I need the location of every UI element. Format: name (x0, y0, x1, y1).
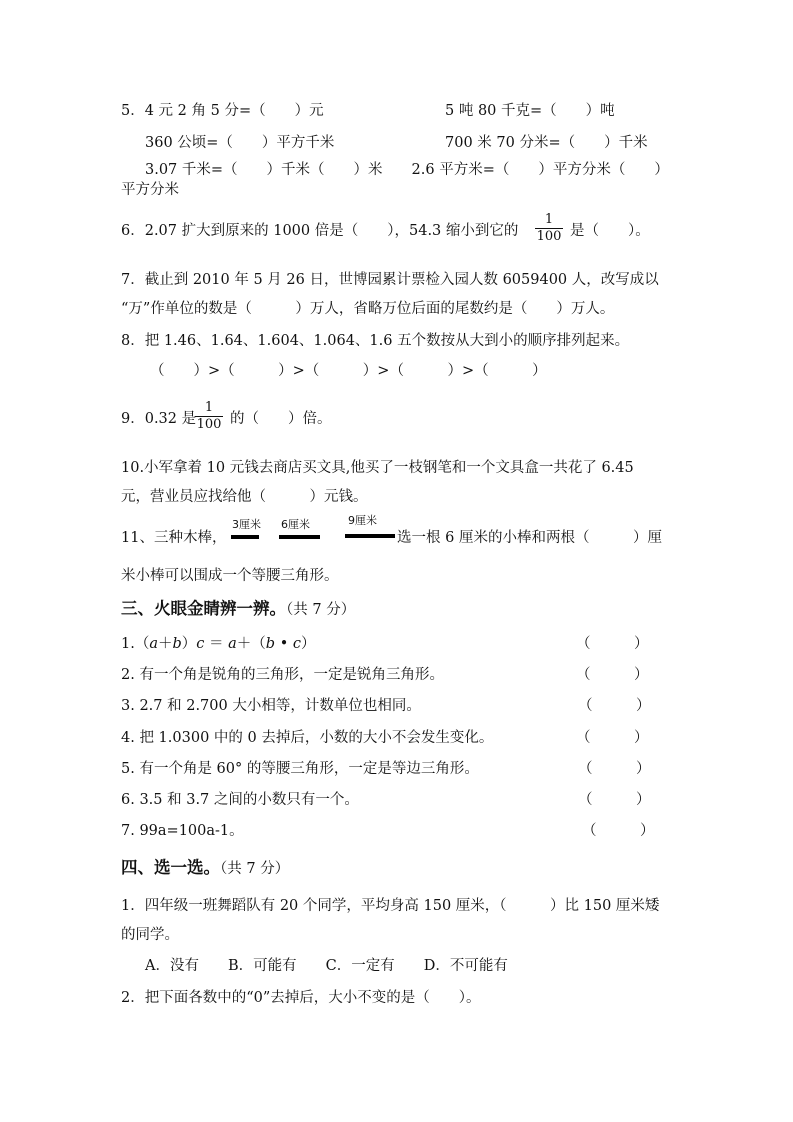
section-4-heading (121, 857, 289, 880)
q9-fraction-denominator: 100 (196, 417, 222, 432)
judge-item-5-answer: （ ） (578, 761, 651, 777)
q5-line-a: 5．4 元 2 角 5 分=（ ）元 (121, 103, 324, 119)
judge-item-6-answer: （ ） (578, 792, 651, 808)
judge-item-1-answer: （ ） (576, 636, 649, 652)
judge-item-1-text: 1.（a＋b）c ＝ a＋（b • c） (121, 636, 316, 652)
choice-q1-options: A．没有 B．可能有 C．一定有 D．不可能有 (145, 958, 508, 974)
q7-line-2: “万”作单位的数是（ ）万人，省略万位后面的尾数约是（ ）万人。 (121, 301, 615, 317)
choice-q2-line-1: 2．把下面各数中的“0”去掉后，大小不变的是（ ）。 (121, 990, 481, 1006)
q8-line-1: 8．把 1.46、1.64、1.604、1.064、1.6 五个数按从大到小的顺序排列起来。 (121, 333, 630, 349)
q9-fraction-numerator: 1 (204, 400, 214, 415)
section-3-points: （共 7 分） (286, 602, 356, 618)
judge-item-3-text: 3. 2.7 和 2.700 大小相等，计数单位也相同。 (121, 698, 421, 714)
q11-suffix: 选一根 6 厘米的小棒和两根（ ）厘 (397, 530, 662, 546)
q11-line-2: 米小棒可以围成一个等腰三角形。 (121, 568, 339, 584)
judge-item-5-text: 5. 有一个角是 60° 的等腰三角形，一定是等边三角形。 (121, 761, 479, 777)
section-3-heading (121, 598, 355, 621)
q6-text-before: 6．2.07 扩大到原来的 1000 倍是（ ），54.3 缩小到它的 (121, 223, 519, 239)
choice-q1-line-2: 的同学。 (121, 927, 179, 943)
q6-text-after: 是（ ）。 (570, 223, 650, 239)
judge-item-3-answer: （ ） (578, 698, 651, 714)
stick-2-label: 6厘米 (281, 518, 310, 531)
q11-prefix: 11、三种木棒， (121, 530, 227, 546)
judge-item-6-text: 6. 3.5 和 3.7 之间的小数只有一个。 (121, 792, 359, 808)
q5-line-c: 360 公顷=（ ）平方千米 (145, 135, 335, 151)
q7-line-1: 7．截止到 2010 年 5 月 26 日，世博园累计票检入园人数 6059400 人，改写成以 (121, 272, 659, 288)
q5-line-f: 平方分米 (121, 182, 179, 198)
q9-fraction (195, 400, 223, 433)
q6-fraction-numerator: 1 (544, 212, 554, 227)
judge-item-7-answer: （ ） (582, 823, 655, 839)
judge-item-4-text: 4. 把 1.0300 中的 0 去掉后，小数的大小不会发生变化。 (121, 730, 494, 746)
choice-q1-line-1: 1．四年级一班舞蹈队有 20 个同学，平均身高 150 厘米，（ ）比 150 厘米矮 (121, 898, 660, 914)
stick-3-label: 9厘米 (348, 514, 377, 527)
q9-text-after: 的（ ）倍。 (230, 411, 332, 427)
judge-item-4-answer: （ ） (576, 730, 649, 746)
stick-2-bar (279, 535, 320, 539)
judge-item-7-text: 7. 99a=100a-1。 (121, 823, 244, 839)
q10-line-2: 元，营业员应找给他（ ）元钱。 (121, 489, 368, 505)
q10-line-1: 10.小军拿着 10 元钱去商店买文具,他买了一枝钢笔和一个文具盒一共花了 6.45 (121, 460, 634, 476)
q6-fraction-denominator: 100 (536, 229, 562, 244)
stick-1-bar (231, 535, 259, 539)
stick-1-label: 3厘米 (232, 518, 261, 531)
q5-line-b: 5 吨 80 千克=（ ）吨 (445, 103, 615, 119)
section-3-title: 三、火眼金睛辨一辨。 (121, 599, 286, 618)
q5-line-d: 700 米 70 分米=（ ）千米 (445, 135, 648, 151)
q5-line-e: 3.07 千米=（ ）千米（ ）米 2.6 平方米=（ ）平方分米（ ） (145, 162, 669, 178)
stick-3-bar (345, 534, 395, 538)
section-4-title: 四、选一选。 (121, 858, 220, 877)
q9-text-before: 9．0.32 是 (121, 411, 197, 427)
section-4-points: （共 7 分） (220, 861, 290, 877)
judge-item-2-text: 2. 有一个角是锐角的三角形，一定是锐角三角形。 (121, 667, 444, 683)
q8-line-2: （ ）>（ ）>（ ）>（ ）>（ ） (150, 363, 547, 379)
q6-fraction (535, 212, 563, 245)
judge-item-2-answer: （ ） (576, 667, 649, 683)
